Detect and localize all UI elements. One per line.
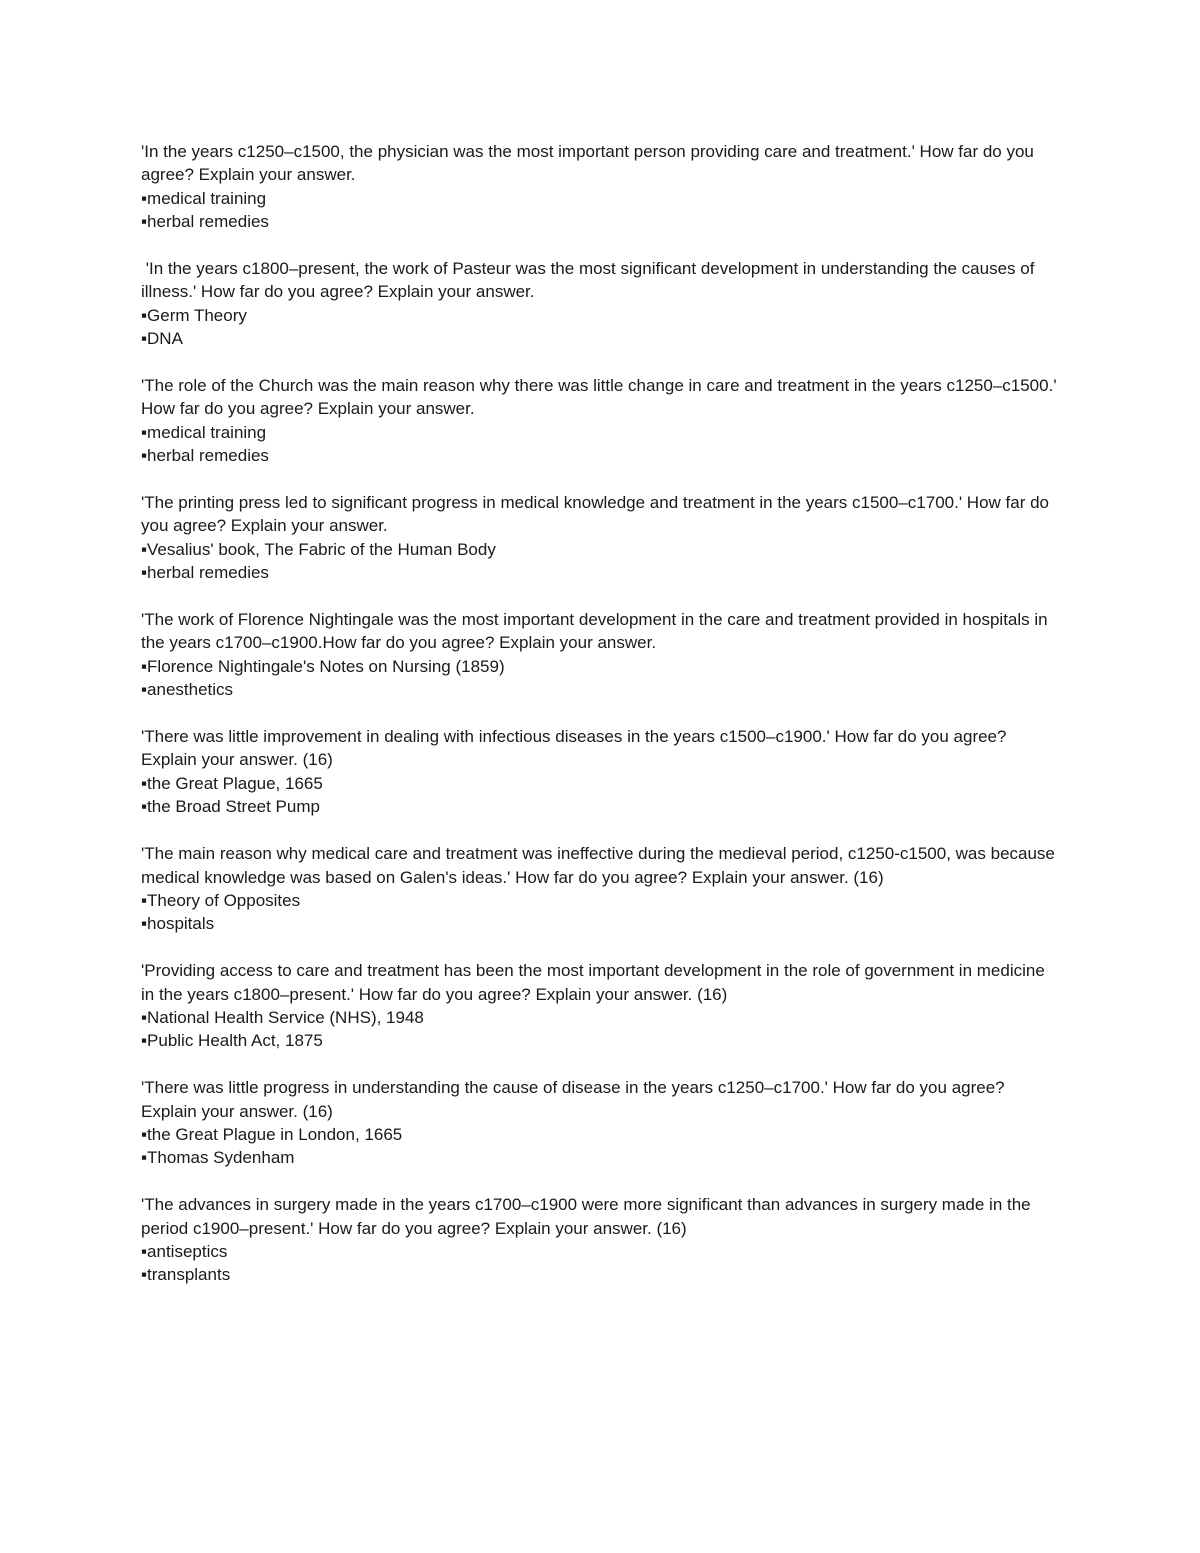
bullet-item: ▪herbal remedies	[141, 446, 269, 466]
bullet-item: ▪the Great Plague, 1665	[141, 773, 323, 793]
bullet-item: ▪anesthetics	[141, 680, 234, 700]
bullet-text: Florence Nightingale's Notes on Nursing (1859)	[147, 656, 505, 676]
bullet-text: Vesalius' book, The Fabric of the Human Body	[147, 539, 496, 559]
question-prompt: 'The role of the Church was the main reason why there was little change in care and treatment in the years c1250–c1500.' How far do you agree? Explain your answer.	[141, 376, 1057, 419]
bullet-text: Thomas Sydenham	[147, 1148, 295, 1168]
bullet-text: herbal remedies	[147, 212, 269, 232]
bullet-text: the Great Plague in London, 1665	[147, 1124, 403, 1144]
bullet-text: the Broad Street Pump	[147, 797, 320, 817]
bullet-item: ▪the Broad Street Pump	[141, 797, 320, 817]
question-prompt: 'The advances in surgery made in the years c1700–c1900 were more significant than advances in surgery made in the period c1900–present.' How far do you agree? Explain your answer. (16)	[141, 1195, 1031, 1238]
question-prompt: 'There was little improvement in dealing with infectious diseases in the years c1500–c1900.' How far do you agree? Explain your answer. (16)	[141, 727, 1007, 770]
bullet-text: the Great Plague, 1665	[147, 773, 323, 793]
bullet-text: herbal remedies	[147, 563, 269, 583]
bullet-text: Public Health Act, 1875	[147, 1031, 323, 1051]
question-prompt: 'The work of Florence Nightingale was the most important development in the care and treatment provided in hospitals in the years c1700–c1900.How far do you agree? Explain your answer.	[141, 610, 1048, 653]
bullet-text: transplants	[147, 1265, 231, 1285]
bullet-text: Germ Theory	[147, 305, 247, 325]
question-prompt: 'In the years c1800–present, the work of Pasteur was the most significant development in understanding the causes of illness.' How far do you agree? Explain your answer.	[141, 259, 1040, 302]
bullet-text: Theory of Opposites	[147, 890, 301, 910]
question-prompt: 'Providing access to care and treatment has been the most important development in the role of government in medicine in the years c1800–present.' How far do you agree? Explain your answer. (16)	[141, 961, 1045, 1004]
question-block	[141, 374, 1061, 468]
bullet-item: ▪Vesalius' book, The Fabric of the Human Body	[141, 539, 496, 559]
question-block	[141, 842, 1061, 936]
question-block	[141, 491, 1061, 585]
question-block	[141, 1193, 1061, 1287]
bullet-item: ▪Thomas Sydenham	[141, 1148, 295, 1168]
question-prompt: 'The printing press led to significant progress in medical knowledge and treatment in the years c1500–c1700.' How far do you agree? Explain your answer.	[141, 493, 1049, 536]
question-block	[141, 140, 1061, 234]
bullet-item: ▪herbal remedies	[141, 563, 269, 583]
bullet-item: ▪herbal remedies	[141, 212, 269, 232]
question-block	[141, 608, 1061, 702]
bullet-text: hospitals	[147, 914, 215, 934]
bullet-item: ▪Theory of Opposites	[141, 890, 301, 910]
bullet-text: medical training	[147, 422, 267, 442]
bullet-item: ▪Germ Theory	[141, 305, 247, 325]
bullet-item: ▪medical training	[141, 422, 267, 442]
bullet-text: DNA	[147, 329, 183, 349]
bullet-item: ▪medical training	[141, 188, 267, 208]
bullet-text: National Health Service (NHS), 1948	[147, 1007, 424, 1027]
bullet-item: ▪DNA	[141, 329, 183, 349]
question-prompt: 'In the years c1250–c1500, the physician was the most important person providing care and treatment.' How far do you agree? Explain your answer.	[141, 142, 1034, 185]
bullet-item: ▪transplants	[141, 1265, 231, 1285]
question-prompt: 'The main reason why medical care and treatment was ineffective during the medieval period, c1250-c1500, was because medical knowledge was based on Galen's ideas.' How far do you agree? Explain your answer. (16)	[141, 844, 1055, 887]
bullet-item: ▪antiseptics	[141, 1241, 228, 1261]
bullet-item: ▪National Health Service (NHS), 1948	[141, 1007, 424, 1027]
bullet-text: medical training	[147, 188, 267, 208]
question-prompt: 'There was little progress in understanding the cause of disease in the years c1250–c1700.' How far do you agree? Explain your answer. (16)	[141, 1078, 1005, 1121]
question-block	[141, 959, 1061, 1053]
bullet-text: antiseptics	[147, 1241, 228, 1261]
bullet-text: anesthetics	[147, 680, 234, 700]
question-block	[141, 257, 1061, 351]
bullet-item: ▪hospitals	[141, 914, 215, 934]
bullet-text: herbal remedies	[147, 446, 269, 466]
bullet-item: ▪Public Health Act, 1875	[141, 1031, 323, 1051]
bullet-item: ▪the Great Plague in London, 1665	[141, 1124, 403, 1144]
bullet-item: ▪Florence Nightingale's Notes on Nursing (1859)	[141, 656, 505, 676]
question-block	[141, 725, 1061, 819]
document-page	[141, 140, 1061, 1310]
question-block	[141, 1076, 1061, 1170]
